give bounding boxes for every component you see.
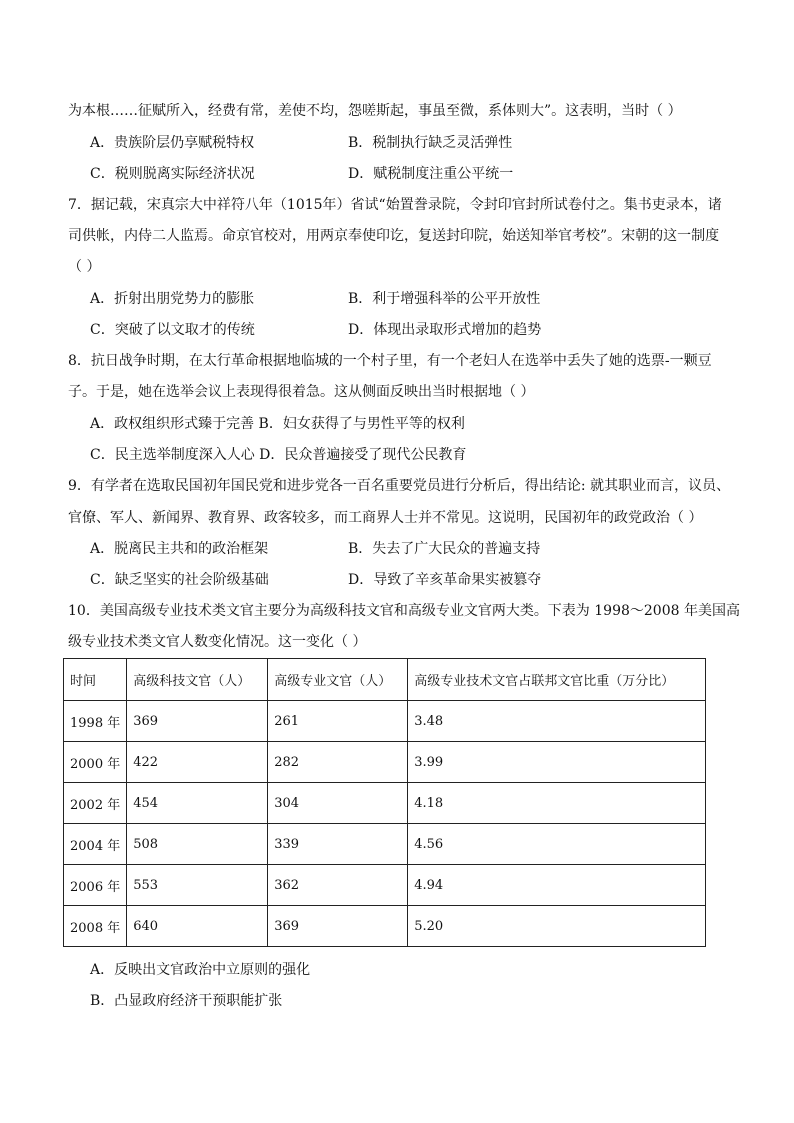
- q6-option-a[interactable]: A．贵族阶层仍享赋税特权: [90, 135, 255, 151]
- q7-option-b[interactable]: B．利于增强科举的公平开放性: [348, 291, 541, 307]
- table-cell: 3.99: [408, 742, 706, 783]
- q10-option-a[interactable]: A．反映出文官政治中立原则的强化: [90, 962, 311, 978]
- q6-option-d[interactable]: D．赋税制度注重公平统一: [348, 166, 514, 182]
- q8-option-ab[interactable]: A．政权组织形式臻于完善 B．妇女获得了与男性平等的权利: [90, 416, 465, 432]
- table-cell: 369: [268, 906, 408, 947]
- table-header-cell: 高级科技文官（人）: [127, 659, 268, 701]
- q6-option-b[interactable]: B．税制执行缺乏灵活弹性: [348, 135, 513, 151]
- table-cell: 2002 年: [64, 783, 127, 824]
- table-cell: 4.94: [408, 865, 706, 906]
- table-cell: 4.18: [408, 783, 706, 824]
- table-header-row: [64, 659, 706, 701]
- table-row: [64, 906, 706, 947]
- q7-option-d[interactable]: D．体现出录取形式增加的趋势: [348, 322, 542, 338]
- q6-text-line: 为本根……征赋所入，经费有常，差使不均，怨嗟斯起，事虽至微，系体则大”。这表明，当时（ ）: [68, 103, 682, 119]
- table-cell: 4.56: [408, 824, 706, 865]
- table-cell: 5.20: [408, 906, 706, 947]
- table-cell: 422: [127, 742, 268, 783]
- q9-option-b[interactable]: B．失去了广大民众的普遍支持: [348, 541, 541, 557]
- table-row: [64, 742, 706, 783]
- table-cell: 304: [268, 783, 408, 824]
- table-cell: 553: [127, 865, 268, 906]
- table-cell: 2006 年: [64, 865, 127, 906]
- table-cell: 640: [127, 906, 268, 947]
- q7-text-line: 7．据记载，宋真宗大中祥符八年（1015年）省试“始置誊录院，令封印官封所试卷付之。集书吏录本，诸: [68, 197, 722, 213]
- table-cell: 369: [127, 701, 268, 742]
- q7-option-a[interactable]: A．折射出朋党势力的膨胀: [90, 291, 255, 307]
- table-header-cell: 高级专业技术文官占联邦文官比重（万分比）: [408, 659, 706, 701]
- table-cell: 362: [268, 865, 408, 906]
- table-cell: 339: [268, 824, 408, 865]
- table-cell: 508: [127, 824, 268, 865]
- q7-text-line: （ ）: [68, 259, 101, 275]
- table-cell: 2000 年: [64, 742, 127, 783]
- q9-text-line: 9．有学者在选取民国初年国民党和进步党各一百名重要党员进行分析后，得出结论: 就其职业而言，议员、: [68, 478, 731, 494]
- q7-option-c[interactable]: C．突破了以文取才的传统: [90, 322, 255, 338]
- q9-text-line: 官僚、军人、新闻界、教育界、政客较多，而工商界人士并不常见。这说明，民国初年的政党政治（ ）: [68, 510, 703, 526]
- table-cell: 3.48: [408, 701, 706, 742]
- table-cell: 1998 年: [64, 701, 127, 742]
- q10-option-b[interactable]: B．凸显政府经济干预职能扩张: [90, 993, 283, 1009]
- table-row: [64, 701, 706, 742]
- civil-servant-table: [63, 658, 706, 947]
- q7-text-line: 司供帐，内侍二人监焉。命京官校对，用两京奉使印讫，复送封印院，始送知举官考校”。宋朝的这一制度: [68, 228, 720, 244]
- table-cell: 2004 年: [64, 824, 127, 865]
- table-header-cell: 时间: [64, 659, 127, 701]
- table-cell: 282: [268, 742, 408, 783]
- q9-option-c[interactable]: C．缺乏坚实的社会阶级基础: [90, 572, 269, 588]
- q9-option-a[interactable]: A．脱离民主共和的政治框架: [90, 541, 269, 557]
- table-row: [64, 824, 706, 865]
- q10-text-line: 级专业技术类文官人数变化情况。这一变化（ ）: [68, 634, 367, 650]
- q8-option-cd[interactable]: C．民主选举制度深入人心 D．民众普遍接受了现代公民教育: [90, 447, 467, 463]
- table-cell: 454: [127, 783, 268, 824]
- table-cell: 2008 年: [64, 906, 127, 947]
- q8-text-line: 8．抗日战争时期，在太行革命根据地临城的一个村子里，有一个老妇人在选举中丢失了她的选票-一颗豆: [68, 353, 712, 369]
- q9-option-d[interactable]: D．导致了辛亥革命果实被篡夺: [348, 572, 542, 588]
- table-row: [64, 783, 706, 824]
- table-row: [64, 865, 706, 906]
- table-header-cell: 高级专业文官（人）: [268, 659, 408, 701]
- q6-option-c[interactable]: C．税则脱离实际经济状况: [90, 166, 255, 182]
- table-cell: 261: [268, 701, 408, 742]
- q8-text-line: 子。于是，她在选举会议上表现得很着急。这从侧面反映出当时根据地（ ）: [68, 384, 535, 400]
- q10-text-line: 10．美国高级专业技术类文官主要分为高级科技文官和高级专业文官两大类。下表为 1998～2008 年美国高: [68, 603, 740, 619]
